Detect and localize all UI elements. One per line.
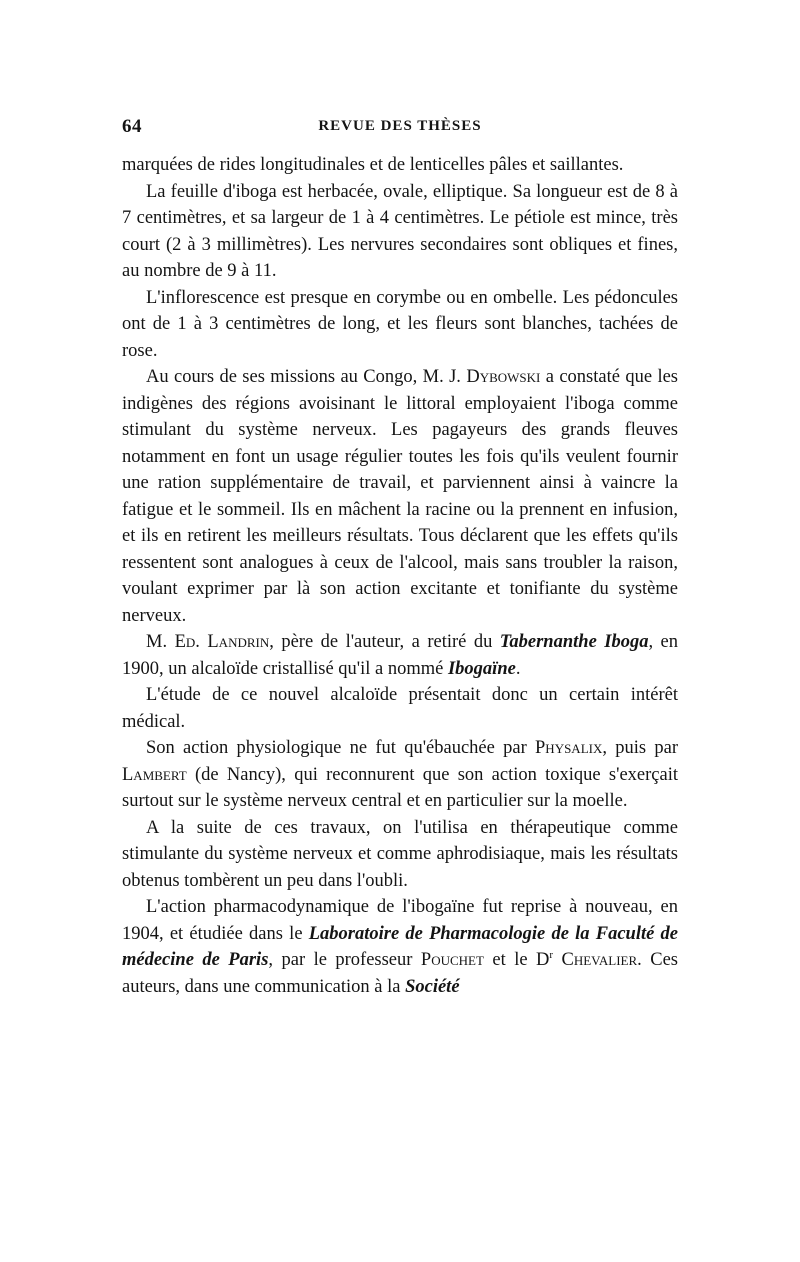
text-run: . [515, 658, 521, 679]
italic-species-name: Tabernanthe Iboga [499, 632, 649, 652]
paragraph-7 [122, 735, 678, 815]
paragraph-3: L'inflorescence est presque en corymbe ou en ombelle. Les pédoncules ont de 1 à 3 centimètres de long, et les fleurs sont blanches, tachées de rose. [122, 287, 678, 361]
paragraph-6: L'étude de ce nouvel alcaloïde présentait donc un certain intérêt médical. [122, 685, 678, 732]
author-name-ed: Ed. [174, 632, 200, 652]
book-page [122, 110, 678, 1000]
text-run: Au cours de ses missions au Congo, M. J. [146, 367, 467, 387]
text-run: M. [146, 632, 175, 652]
running-head: REVUE DES THÈSES [318, 118, 482, 134]
author-name-chevalier: Chevalier [561, 950, 638, 970]
superscript: r [549, 948, 554, 961]
body-text [122, 152, 678, 1000]
paragraph-9 [122, 894, 678, 1000]
text-run: , en 1900, un alcaloïde cristallisé qu'il a nommé [122, 632, 679, 679]
paragraph-5 [122, 629, 678, 682]
text-run: , puis par [602, 738, 678, 758]
italic-alkaloid-name: Ibogaïne [447, 658, 516, 679]
author-name-physalix: Physalix [535, 738, 603, 758]
paragraph-1: marquées de rides longitudinales et de lenticelles pâles et saillantes. [122, 155, 624, 175]
text-run: , père de l'auteur, a retiré du [269, 632, 500, 652]
text-run: L'action pharmacodynamique de l'ibogaïne fut reprise à nouveau, en 1904, et étudiée dans le [122, 897, 678, 944]
author-name-lambert: Lambert [122, 764, 187, 785]
author-name-pouchet: Pouchet [420, 950, 484, 970]
page-header [122, 110, 678, 140]
author-name-dybowski: Dybowski [466, 367, 541, 387]
paragraph-2: La feuille d'iboga est herbacée, ovale, elliptique. Sa longueur est de 8 à 7 centimètres, et sa largeur de 1 à 4 centimètres. Le pétiole est mince, très court (2 à 3 millimètres). Les nervures secondaires sont obliques et fines, au nombre de 9 à 11. [122, 181, 678, 281]
paragraph-8: A la suite de ces travaux, on l'utilisa en thérapeutique comme stimulante du système nerveux et comme aphrodisiaque, mais les résultats obtenus tombèrent un peu dans l'oubli. [122, 817, 678, 891]
text-run: . Ces auteurs, dans une communication à la [122, 950, 679, 997]
text-run: (de Nancy), qui reconnurent que son action toxique s'exerçait surtout sur le système nerveux central et en particulier sur la moelle. [122, 764, 678, 811]
paragraph-4 [122, 364, 678, 629]
text-run: Son action physiologique ne fut qu'ébauchée par [146, 738, 536, 758]
page-number: 64 [122, 116, 142, 137]
text-run [553, 950, 561, 970]
author-name-landrin: Landrin [207, 632, 270, 652]
italic-laboratory-name: Laboratoire de Pharmacologie de la Faculté de médecine de Paris [122, 923, 678, 970]
italic-societe: Société [405, 976, 460, 997]
text-run: a constaté que les indigènes des régions avoisinant le littoral employaient l'iboga comme stimulant du système nerveux. Les pagayeurs des grands fleuves notamment en font un usage régulier toutes les fois qu'ils veulent fournir une ration supplémentaire de travail, et parviennent ainsi à vaincre la fatigue et le sommeil. Ils en mâchent la racine ou la prennent en infusion, et ils en retirent les meilleurs résultats. Tous déclarent que les effets qu'ils ressentent sont analogues à ceux de l'alcool, mais sans troubler la raison, voulant exprimer par là son action excitante et tonifiante du système nerveux. [122, 367, 678, 626]
text-run: , par le professeur [268, 950, 421, 970]
text-run: et le D [483, 950, 550, 970]
